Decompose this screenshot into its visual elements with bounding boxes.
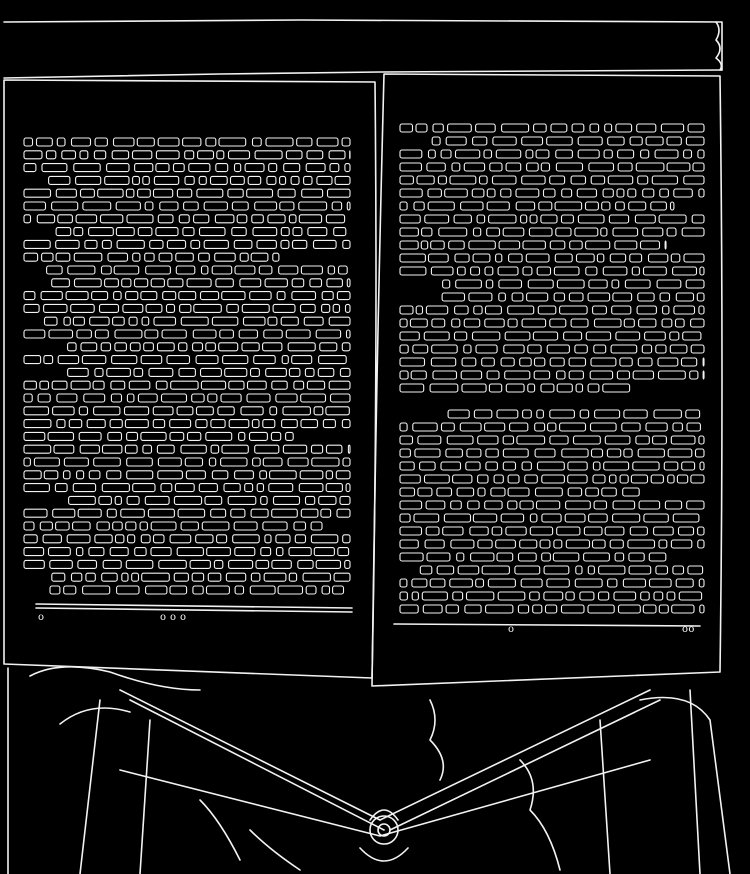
right-page-number: oo (682, 624, 695, 635)
text-edge-word (665, 241, 666, 249)
left-footer-mark: o (38, 612, 45, 623)
right-footer-mark: o (508, 624, 515, 635)
text-edge-word (703, 371, 704, 379)
text-edge-word (703, 358, 704, 366)
left-page-number: o o o (160, 612, 187, 623)
